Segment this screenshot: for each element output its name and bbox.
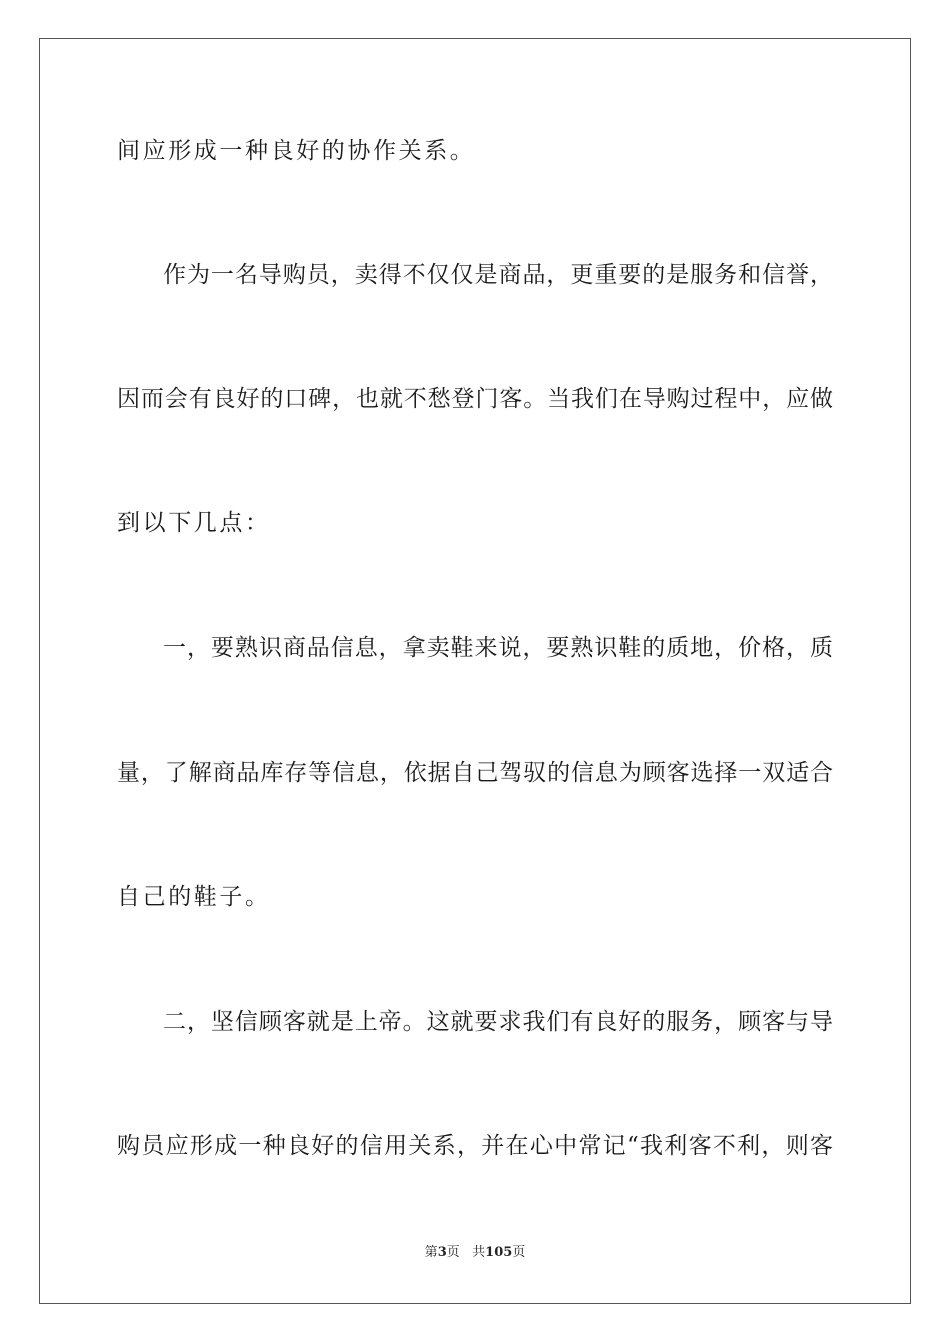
text-line-7: 自己的鞋子。 [117, 884, 271, 910]
text-line-5: 一，要熟识商品信息，拿卖鞋来说，要熟识鞋的质地，价格，质 [163, 635, 833, 661]
text-line-9: 购员应形成一种良好的信用关系，并在心中常记“我利客不利，则客 [117, 1133, 833, 1159]
text-line-4: 到以下几点： [117, 510, 271, 536]
text-line-1: 间应形成一种良好的协作关系。 [117, 138, 476, 164]
total-pages: 105 [485, 1245, 513, 1260]
total-prefix: 共 [472, 1245, 486, 1260]
text-line-6: 量，了解商品库存等信息，依据自己驾驭的信息为顾客选择一双适合 [117, 760, 833, 786]
page-prefix: 第 [424, 1245, 438, 1260]
text-line-8: 二，坚信顾客就是上帝。这就要求我们有良好的服务，顾客与导 [163, 1009, 833, 1035]
text-line-3: 因而会有良好的口碑，也就不愁登门客。当我们在导购过程中，应做 [117, 386, 833, 412]
page-frame [39, 38, 911, 1304]
total-suffix: 页 [512, 1245, 526, 1260]
page-footer [0, 1244, 950, 1262]
text-line-2: 作为一名导购员，卖得不仅仅是商品，更重要的是服务和信誉， [163, 262, 833, 288]
page-number: 3 [437, 1245, 447, 1260]
page-suffix: 页 [446, 1245, 460, 1260]
